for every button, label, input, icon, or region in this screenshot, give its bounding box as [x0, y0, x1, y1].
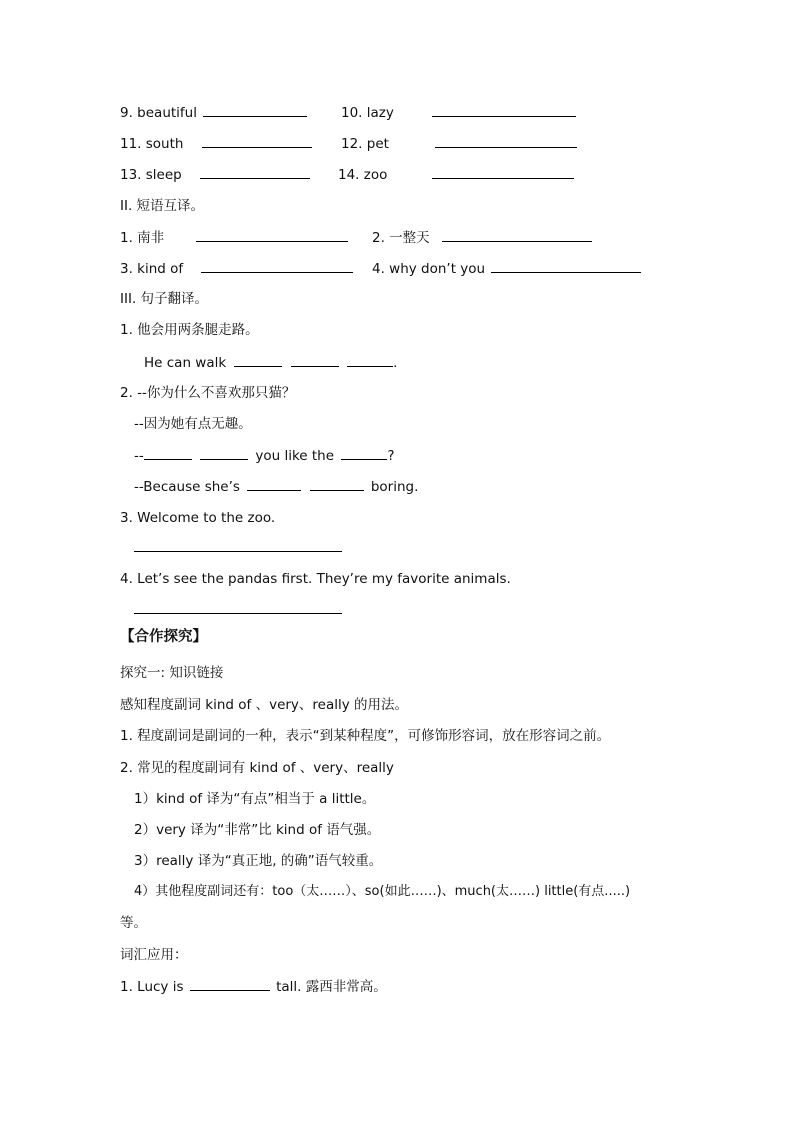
vocab-label: 13. sleep: [120, 167, 182, 183]
vocab-item-12: [341, 134, 577, 153]
cooperate-heading: 【合作探究】: [120, 629, 207, 645]
explore-1-title: 探究一: 知识链接: [120, 665, 224, 681]
point-2: 2. 常见的程度副词有 kind of 、very、really: [120, 760, 394, 776]
answer-blank[interactable]: [203, 103, 307, 117]
sub-point-1: 1）kind of 译为“有点”相当于 a little。: [134, 791, 376, 807]
phrase-label: 3. kind of: [120, 261, 184, 277]
answer-blank[interactable]: [432, 165, 574, 179]
question-4-answer-line: [134, 600, 342, 619]
answer-blank[interactable]: [442, 228, 592, 242]
phrase-item-3: [120, 259, 353, 278]
answer-end: .: [393, 355, 398, 371]
question-4: 4. Let’s see the pandas first. They’re my favorite animals.: [120, 571, 511, 587]
phrase-label: 4. why don’t you: [372, 261, 486, 277]
vocab-item-10: [341, 103, 576, 122]
answer-blank[interactable]: [432, 103, 576, 117]
question-2-line-3: [134, 446, 395, 465]
vocab-label: 10. lazy: [341, 105, 394, 121]
sub-point-2: 2）very 译为“非常”比 kind of 语气强。: [134, 822, 381, 838]
phrase-label: 1. 南非: [120, 230, 165, 246]
vocab-label: 14. zoo: [338, 167, 388, 183]
answer-blank[interactable]: [341, 446, 387, 460]
answer-blank[interactable]: [196, 228, 348, 242]
answer-blank[interactable]: [491, 259, 641, 273]
vocab-item-11: [120, 134, 312, 153]
question-2-line-4: [134, 477, 418, 496]
sentence-prefix: --Because she’s: [134, 479, 240, 495]
answer-blank[interactable]: [291, 353, 339, 367]
vocab-application-label: 词汇应用：: [120, 947, 188, 963]
section-3-heading: III. 句子翻译。: [120, 291, 209, 307]
vocab-label: 12. pet: [341, 136, 389, 152]
sub-point-4-continued: 等。: [120, 915, 147, 931]
point-1: 1. 程度副词是副词的一种，表示“到某种程度”，可修饰形容词，放在形容词之前。: [120, 728, 611, 744]
answer-blank[interactable]: [200, 165, 310, 179]
sentence-mid: you like the: [255, 448, 335, 464]
sentence-end: boring.: [370, 479, 419, 495]
answer-blank[interactable]: [200, 446, 248, 460]
answer-blank[interactable]: [134, 538, 342, 552]
question-2-line-2: --因为她有点无趣。: [134, 416, 252, 432]
question-2: 2. --你为什么不喜欢那只猫？: [120, 385, 296, 401]
question-3: 3. Welcome to the zoo.: [120, 510, 276, 526]
answer-blank[interactable]: [190, 977, 270, 991]
question-1-answer-line: [144, 353, 397, 372]
exercise-prefix: 1. Lucy is: [120, 979, 184, 995]
sentence-end: ?: [387, 448, 395, 464]
answer-blank[interactable]: [201, 259, 353, 273]
phrase-item-2: [372, 228, 592, 247]
answer-prefix: He can walk: [144, 355, 227, 371]
phrase-item-1: [120, 228, 348, 247]
question-3-answer-line: [134, 538, 342, 557]
answer-blank[interactable]: [247, 477, 301, 491]
section-2-heading: II. 短语互译。: [120, 198, 205, 214]
vocab-item-9: [120, 103, 307, 122]
question-1: 1. 他会用两条腿走路。: [120, 322, 259, 338]
dash-prefix: --: [134, 448, 144, 464]
answer-blank[interactable]: [435, 134, 577, 148]
vocab-label: 9. beautiful: [120, 105, 197, 121]
answer-blank[interactable]: [310, 477, 364, 491]
intro-text: 感知程度副词 kind of 、very、really 的用法。: [120, 697, 409, 713]
answer-blank[interactable]: [134, 600, 342, 614]
phrase-item-4: [372, 259, 641, 278]
vocab-label: 11. south: [120, 136, 184, 152]
exercise-1: [120, 977, 387, 996]
exercise-suffix: tall. 露西非常高。: [276, 979, 387, 995]
vocab-item-13: [120, 165, 310, 184]
vocab-item-14: [338, 165, 574, 184]
phrase-label: 2. 一整天: [372, 230, 430, 246]
answer-blank[interactable]: [234, 353, 282, 367]
sub-point-4: 4）其他程度副词还有：too（太……）、so(如此……)、much(太……) little(有点.....): [134, 884, 631, 899]
answer-blank[interactable]: [347, 353, 393, 367]
sub-point-3: 3）really 译为“真正地, 的确”语气较重。: [134, 853, 383, 869]
answer-blank[interactable]: [144, 446, 192, 460]
answer-blank[interactable]: [202, 134, 312, 148]
